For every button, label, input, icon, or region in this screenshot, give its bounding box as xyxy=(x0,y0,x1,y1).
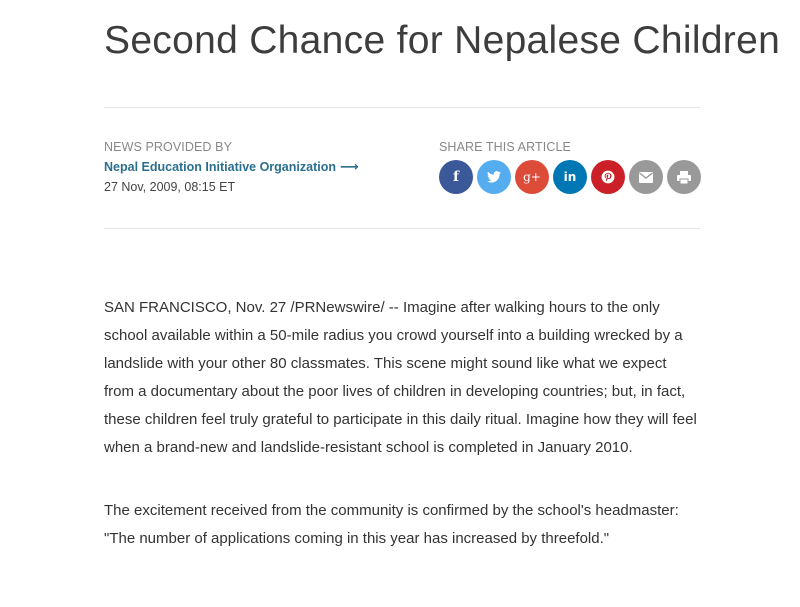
share-pinterest-button[interactable] xyxy=(591,160,625,194)
body-paragraph: The excitement received from the community is confirmed by the school's headmaster: "The number of applications coming in this year has increased by threefold." xyxy=(104,502,679,547)
provider-name: Nepal Education Initiative Organization xyxy=(104,160,336,174)
article-title: Second Chance for Nepalese Children xyxy=(104,19,781,62)
printer-icon xyxy=(677,171,691,184)
release-date: 27 Nov, 2009, 08:15 ET xyxy=(104,180,236,194)
linkedin-icon: in xyxy=(563,170,577,184)
body-paragraph: SAN FRANCISCO, Nov. 27 /PRNewswire/ -- Imagine after walking hours to the only school available within a 50-mile radius you crowd yourself into a building wrecked by a landslide with your other 80 classmates. This scene might sound like what we expect from a documentary about the poor lives of children in developing countries; but, in fact, these children feel truly grateful to participate in this daily ritual. Imagine how they will feel when a brand-new and landslide-resistant school is completed in January 2010. xyxy=(104,299,697,456)
envelope-icon xyxy=(639,172,653,183)
top-divider xyxy=(104,107,700,108)
twitter-icon xyxy=(487,171,501,183)
facebook-icon: f xyxy=(452,169,460,185)
article-body xyxy=(104,294,700,588)
share-google-plus-button[interactable] xyxy=(515,160,549,194)
share-buttons xyxy=(439,160,701,194)
share-email-button[interactable] xyxy=(629,160,663,194)
news-provided-label: NEWS PROVIDED BY xyxy=(104,140,233,154)
pinterest-icon xyxy=(601,170,615,184)
arrow-right-icon: ⟶ xyxy=(339,159,359,174)
share-linkedin-button[interactable] xyxy=(553,160,587,194)
share-label: SHARE THIS ARTICLE xyxy=(439,140,571,154)
share-twitter-button[interactable] xyxy=(477,160,511,194)
share-facebook-button[interactable] xyxy=(439,160,473,194)
share-print-button[interactable] xyxy=(667,160,701,194)
google-plus-icon: g+ xyxy=(523,170,541,184)
share-block xyxy=(439,139,701,194)
provider-link[interactable] xyxy=(104,159,359,175)
bottom-divider xyxy=(104,228,700,229)
provider-block xyxy=(104,139,424,195)
